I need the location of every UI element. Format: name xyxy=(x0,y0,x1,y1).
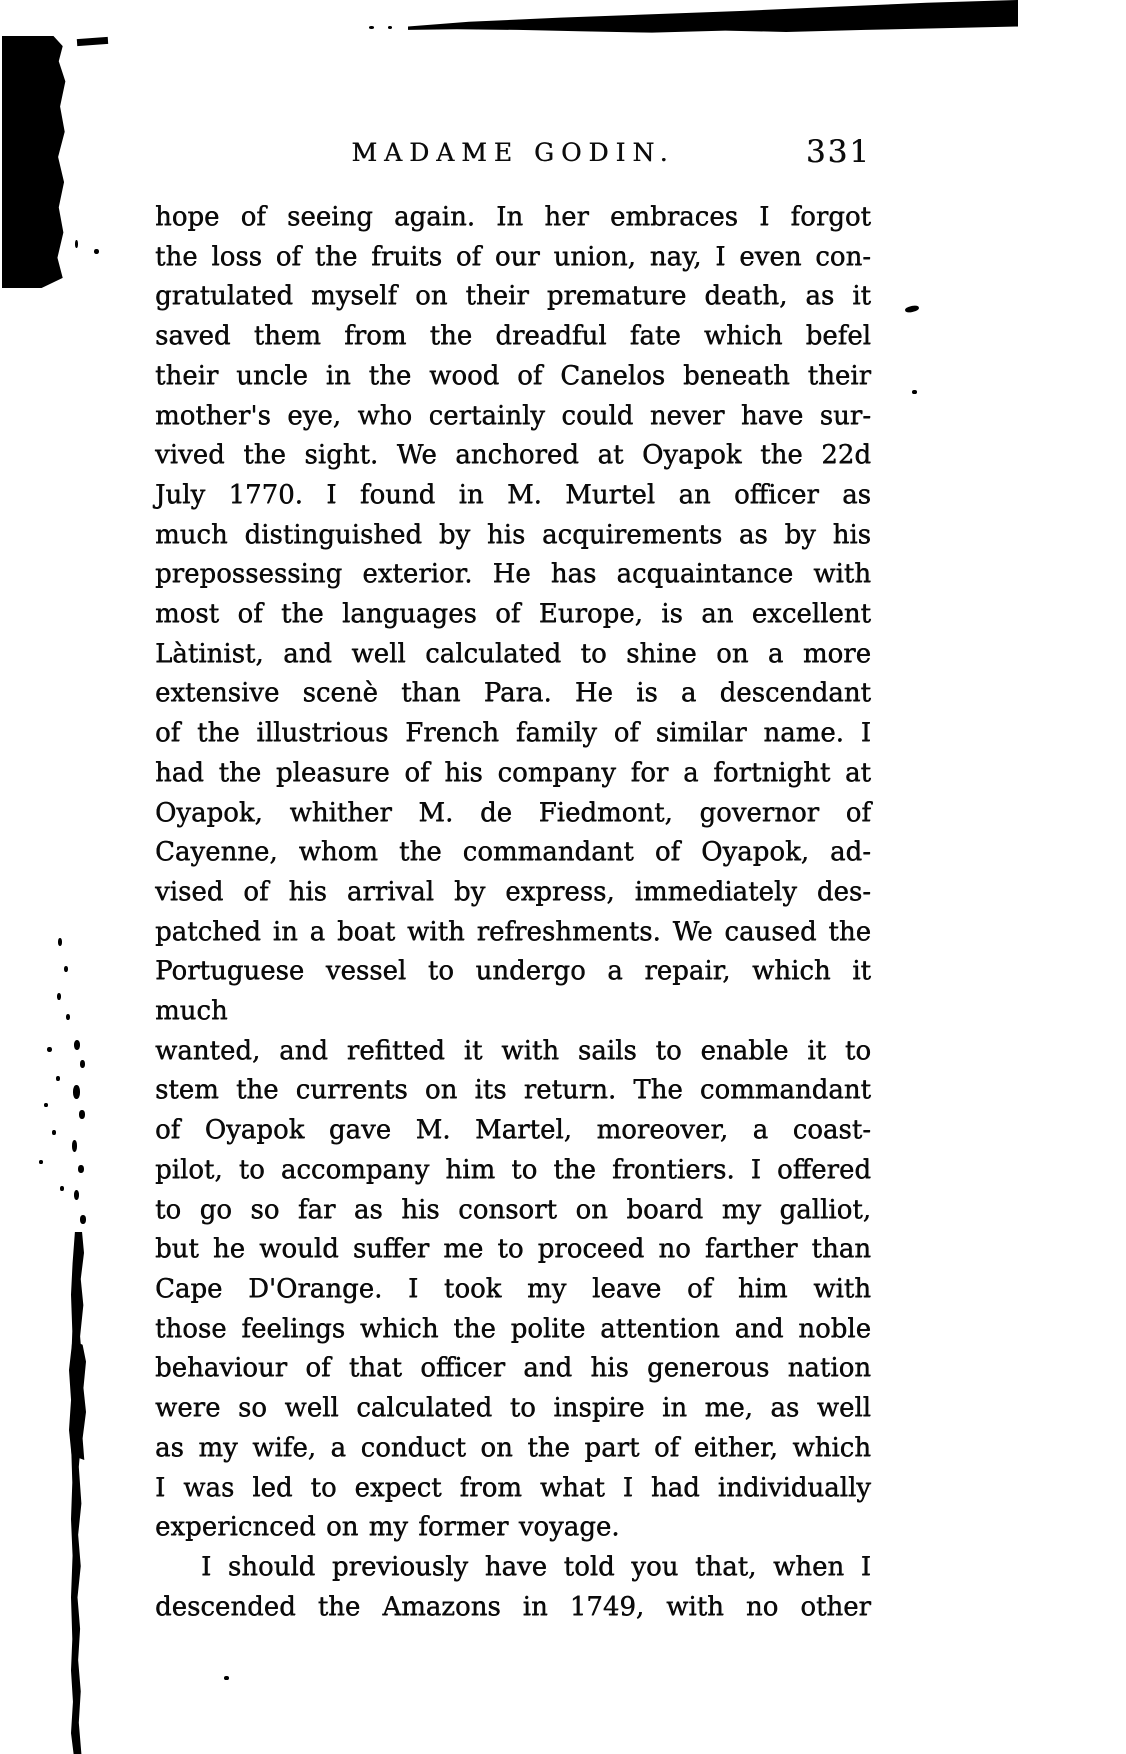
text-line: descended the Amazons in 1749, with no other xyxy=(155,1591,871,1622)
scan-artifact-left-streak xyxy=(71,1232,84,1754)
ink-speck xyxy=(44,1103,48,1107)
scan-artifact-top-bar xyxy=(408,0,1018,34)
ink-speck xyxy=(74,1190,79,1200)
text-line: those feelings which the polite attention and noble xyxy=(155,1313,871,1344)
ink-speck xyxy=(912,390,917,394)
scan-artifact-thin-line xyxy=(73,92,76,240)
text-line: wanted, and refitted it with sails to enable it to xyxy=(155,1035,871,1066)
ink-speck xyxy=(75,240,78,248)
ink-speck xyxy=(94,249,99,254)
text-line: vised of his arrival by express, immediately des- xyxy=(155,876,871,907)
text-line: but he would suffer me to proceed no farther than xyxy=(155,1234,871,1265)
text-line: Cayenne, whom the commandant of Oyapok, ad- xyxy=(155,837,871,868)
text-line: Cape D'Orange. I took my leave of him with xyxy=(155,1273,871,1304)
text-line: of Oyapok gave M. Martel, moreover, a coast- xyxy=(155,1115,871,1146)
running-title: MADAME GODIN. xyxy=(351,138,675,167)
ink-speck xyxy=(224,1676,229,1680)
ink-speck xyxy=(66,1014,70,1020)
text-line: had the pleasure of his company for a fortnight at xyxy=(155,757,871,788)
ink-speck xyxy=(74,1040,80,1050)
text-line: mother's eye, who certainly could never have sur- xyxy=(155,400,871,431)
text-line: I should previously have told you that, when I xyxy=(201,1551,871,1582)
text-line: much distinguished by his acquirements as by his xyxy=(155,519,871,550)
text-line: Oyapok, whither M. de Fiedmont, governor of xyxy=(155,797,871,828)
ink-speck xyxy=(73,1085,80,1099)
text-line: were so well calculated to inspire in me, as well xyxy=(155,1393,871,1424)
ink-speck xyxy=(52,1130,56,1135)
text-line: expericnced on my former voyage. xyxy=(155,1512,620,1543)
text-line: most of the languages of Europe, is an excellent xyxy=(155,599,871,630)
text-line: of the illustrious French family of similar name. I xyxy=(155,718,871,749)
text-line: Portuguese vessel to undergo a repair, which it much xyxy=(155,956,871,1027)
text-line: the loss of the fruits of our union, nay, I even con- xyxy=(155,241,871,272)
ink-speck xyxy=(39,1160,43,1164)
ink-speck xyxy=(80,1215,86,1224)
text-line: Làtinist, and well calculated to shine on a more xyxy=(155,638,871,669)
ink-speck xyxy=(80,1060,85,1068)
scan-artifact-left-blob xyxy=(2,36,68,288)
text-line: I was led to expect from what I had individually xyxy=(155,1472,871,1503)
text-line: vived the sight. We anchored at Oyapok the 22d xyxy=(155,440,871,471)
ink-speck xyxy=(56,1076,60,1081)
scan-artifact-streak-blob xyxy=(69,1340,86,1460)
text-line: stem the currents on its return. The commandant xyxy=(155,1075,871,1106)
ink-speck xyxy=(905,305,920,314)
ink-speck xyxy=(64,966,68,972)
body-text xyxy=(155,198,871,1627)
text-line: as my wife, a conduct on the part of either, which xyxy=(155,1432,871,1463)
ink-speck xyxy=(79,1110,85,1119)
ink-speck xyxy=(388,26,392,29)
ink-speck xyxy=(369,26,374,29)
text-line: their uncle in the wood of Canelos beneath their xyxy=(155,360,871,391)
text-line: gratulated myself on their premature death, as it xyxy=(155,281,871,312)
text-line: to go so far as his consort on board my galliot, xyxy=(155,1194,871,1225)
ink-speck xyxy=(58,938,62,946)
scan-artifact-dash xyxy=(77,37,108,46)
page-header xyxy=(155,134,871,174)
text-line: saved them from the dreadful fate which befel xyxy=(155,321,871,352)
ink-speck xyxy=(57,993,61,1000)
text-line: pilot, to accompany him to the frontiers. I offered xyxy=(155,1154,871,1185)
text-line: extensive scenè than Para. He is a descendant xyxy=(155,678,871,709)
ink-speck xyxy=(47,1047,52,1052)
text-line: hope of seeing again. In her embraces I forgot xyxy=(155,202,871,232)
ink-speck xyxy=(72,1140,77,1152)
ink-speck xyxy=(78,1165,84,1173)
text-line: patched in a boat with refreshments. We caused the xyxy=(155,916,871,947)
ink-speck xyxy=(60,1186,64,1191)
text-line: July 1770. I found in M. Murtel an officer as xyxy=(155,479,871,510)
text-line: prepossessing exterior. He has acquaintance with xyxy=(155,559,871,590)
page-number: 331 xyxy=(805,134,871,170)
text-line: behaviour of that officer and his generous nation xyxy=(155,1353,871,1384)
